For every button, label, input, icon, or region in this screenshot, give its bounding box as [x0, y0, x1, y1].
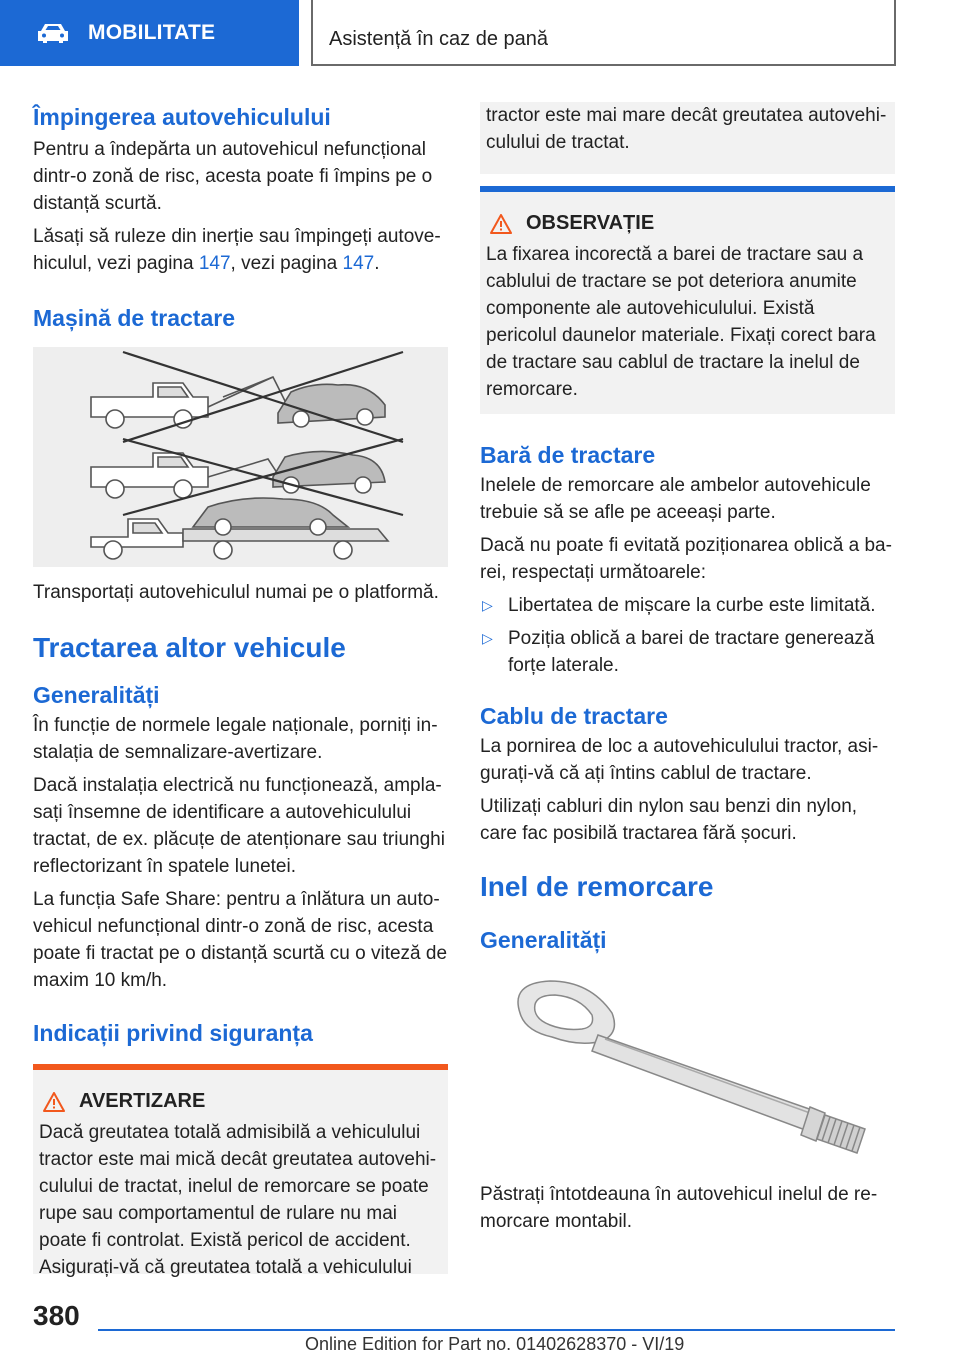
bullet-text: Libertatea de mișcare la curbe este limitată. — [508, 595, 876, 616]
note-text: La fixarea incorectă a barei de tractare sau a cablului de tractare se pot deteriora anumite componente ale autovehiculului. Există pericolul daunelor materiale. Fixați corect bara de tractare sau cablul de tractare la inelul de remorcare. — [486, 244, 876, 400]
para-push-2: Lăsați să ruleze din inerție sau împingeți autovehiculul, vezi pagina 147, vezi pagina 147. — [33, 226, 441, 274]
warning-box-continued — [480, 102, 895, 174]
note-title: OBSERVAȚIE — [526, 212, 655, 234]
footer-divider — [98, 1329, 895, 1331]
heading-tow-other: Tractarea altor vehicule — [33, 632, 346, 663]
heading-push: Împingerea autovehiculului — [33, 104, 331, 130]
footer-edition: Online Edition for Part no. 01402628370 - VI/19 — [305, 1334, 685, 1354]
left-column — [33, 100, 448, 1278]
page-header — [0, 0, 960, 66]
heading-general: Generalități — [33, 682, 160, 708]
warning-box — [33, 1064, 448, 1278]
tow-ring-illustration — [480, 973, 895, 1173]
para-cable-2: Utilizați cabluri din nylon sau benzi din nylon, care fac posibilă tractarea fără șocuri. — [480, 796, 858, 844]
bullet-triangle-icon: ▷ — [482, 630, 493, 646]
warning-title: AVERTIZARE — [79, 1090, 206, 1112]
para-general-3: La funcția Safe Share: pentru a înlătura un autovehicul nefuncțional dintr-o zonă de risc, acesta poate fi tractat pe o distanță scurtă cu o viteză de maxim 10 km/h. — [33, 889, 448, 991]
caution-triangle-icon — [490, 214, 512, 234]
caption-ring: Păstrați întotdeauna în autovehicul inelul de remorcare montabil. — [480, 1184, 878, 1232]
caption-tow: Transportați autovehiculul numai pe o platformă. — [33, 582, 439, 603]
heading-tow-ring: Inel de remorcare — [480, 871, 714, 902]
warning-text-continued: tractor este mai mare decât greutatea autovehiculului de tractat. — [486, 105, 887, 153]
page-link[interactable]: 147 — [342, 253, 375, 274]
heading-ring-general: Generalități — [480, 927, 607, 953]
bullet-item — [480, 592, 895, 619]
note-box — [480, 186, 895, 414]
warning-text: Dacă greutatea totală admisibilă a vehiculului tractor este mai mică decât greutatea autovehiculului de tractat, inelul de remorcare se poate rupe sau comportamentul de rulare nu mai poate fi controlat. Există pericol de accident. Asigurați-vă că greutatea totală a vehiculului — [39, 1122, 437, 1278]
bullet-item — [480, 625, 895, 679]
page-number: 380 — [33, 1300, 80, 1331]
chapter-title-text: Asistență în caz de pană — [329, 28, 549, 50]
car-icon — [36, 22, 70, 44]
page-link[interactable]: 147 — [198, 253, 231, 274]
right-column — [480, 102, 895, 1235]
heading-tow-cable: Cablu de tractare — [480, 703, 668, 729]
heading-safety: Indicații privind siguranța — [33, 1020, 313, 1046]
para-bar-1: Inelele de remorcare ale ambelor autovehicule trebuie să se afle pe aceeași parte. — [480, 475, 871, 523]
chapter-title — [311, 0, 896, 66]
heading-tow-truck: Mașină de tractare — [33, 305, 235, 331]
para-general-2: Dacă instalația electrică nu funcționează, amplasați însemne de identificare a autovehiculului tractat, de ex. plăcuțe de atenționare sau triunghi reflectorizant în spatele lunetei. — [33, 775, 445, 877]
para-general-1: În funcție de normele legale naționale, porniți instalația de semnalizare-avertizare. — [33, 715, 438, 763]
para-cable-1: La pornirea de loc a autovehiculului tractor, asigurați-vă că ați întins cablul de tractare. — [480, 736, 879, 784]
para-push-1: Pentru a îndepărta un autovehicul nefuncțional dintr-o zonă de risc, acesta poate fi împins pe o distanță scurtă. — [33, 139, 433, 214]
warning-triangle-icon — [43, 1092, 65, 1112]
section-label: MOBILITATE — [88, 21, 216, 44]
tow-truck-illustration — [33, 347, 448, 567]
para-bar-2: Dacă nu poate fi evitată poziționarea oblică a barei, respectați următoarele: — [480, 535, 892, 583]
bullet-text: Poziția oblică a barei de tractare generează forțe laterale. — [508, 628, 875, 676]
heading-tow-bar: Bară de tractare — [480, 442, 656, 468]
section-tab[interactable] — [0, 0, 299, 66]
bullet-triangle-icon: ▷ — [482, 597, 493, 613]
